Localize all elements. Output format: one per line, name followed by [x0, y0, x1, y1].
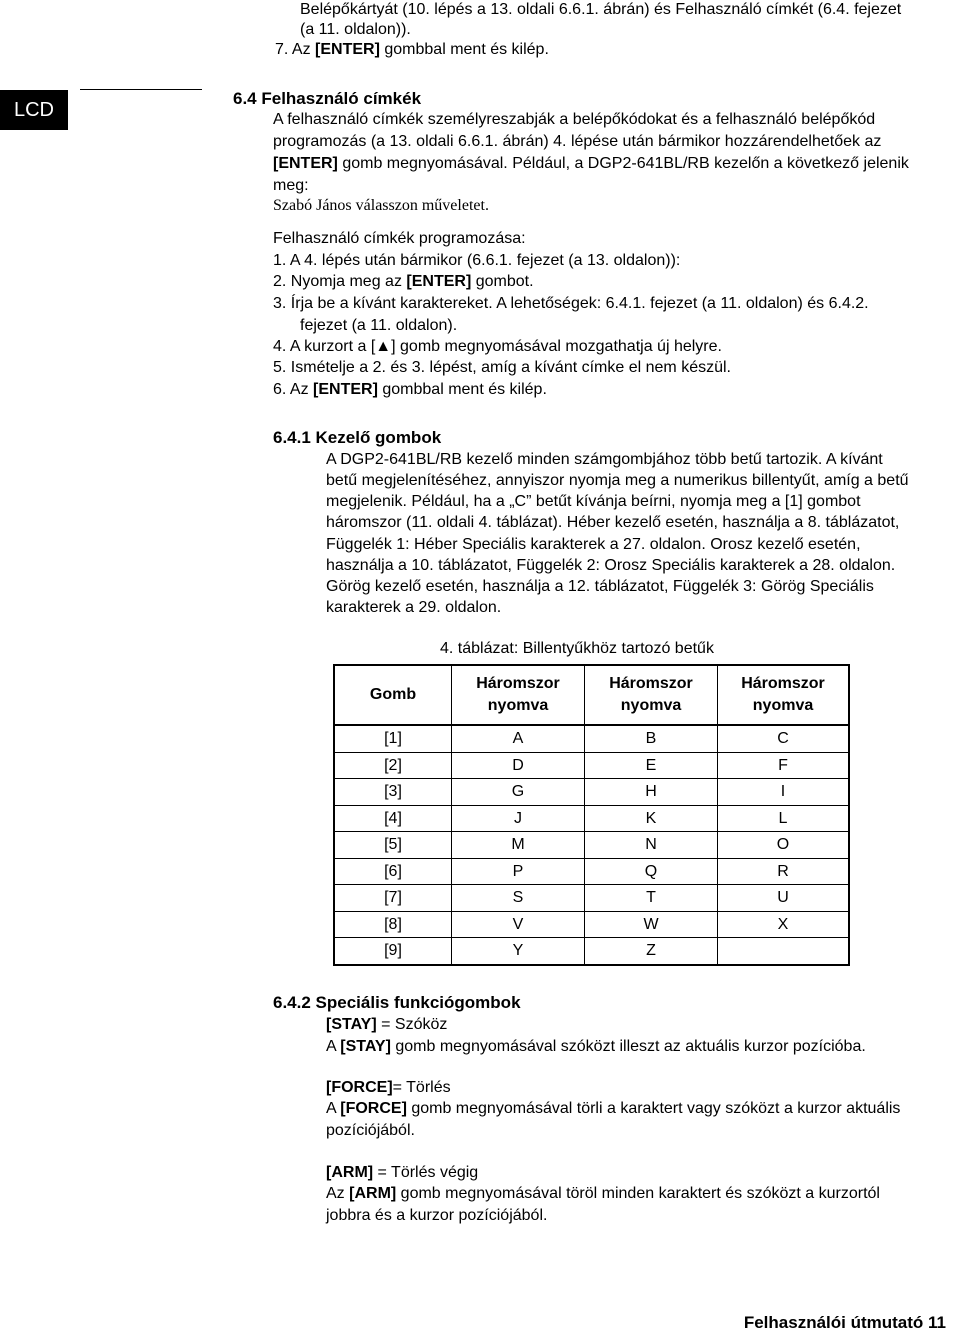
table-cell: P: [452, 858, 585, 885]
table-row: [334, 858, 849, 885]
table-row: [334, 752, 849, 779]
table-cell: R: [718, 858, 850, 885]
lcd-sidebar-label: LCD: [0, 90, 68, 130]
top-step-7: 7. Az [ENTER] gombbal ment és kilép.: [275, 41, 549, 58]
table-cell: [4]: [334, 805, 452, 832]
arm-description: Az [ARM] gomb megnyomásával töröl minden karaktert és szóközt a kurzortól: [326, 1185, 880, 1202]
table-row: [334, 725, 849, 752]
step-2: 2. Nyomja meg az [ENTER] gombot.: [273, 273, 534, 290]
sec641-line-2: betű megjelenítéséhez, annyiszor nyomja meg a numerikus billentyűt, amíg a betű: [326, 472, 909, 489]
table-cell: J: [452, 805, 585, 832]
sec641-line-5: Függelék 1: Héber Speciális karakterek a 27. oldalon. Orosz kezelő esetén,: [326, 536, 861, 553]
table-cell: K: [585, 805, 718, 832]
arm-definition: [ARM] = Törlés végig: [326, 1164, 479, 1181]
programming-title: Felhasználó címkék programozása:: [273, 230, 526, 247]
intro-line-1: A felhasználó címkék személyreszabják a belépőkódokat és a felhasználó belépőkód: [273, 111, 876, 128]
step-1: 1. A 4. lépés után bármikor (6.6.1. fejezet (a 13. oldalon)):: [273, 252, 681, 269]
table-cell: H: [585, 779, 718, 806]
table-cell: [1]: [334, 725, 452, 752]
table-cell: X: [718, 911, 850, 938]
header-cell: Háromszor nyomva: [585, 665, 718, 725]
table-cell: S: [452, 885, 585, 912]
table-cell: [3]: [334, 779, 452, 806]
table-row: [334, 938, 849, 965]
table-cell: Y: [452, 938, 585, 965]
sec641-line-4: háromszor (11. oldali 4. táblázat). Héber kezelő esetén, használja a 8. táblázatot,: [326, 514, 900, 531]
table-cell: T: [585, 885, 718, 912]
table-row: [334, 805, 849, 832]
table-cell: U: [718, 885, 850, 912]
sec641-line-8: karakterek a 29. oldalon.: [326, 599, 502, 616]
lcd-display-text: Szabó János válasszon műveletet.: [273, 197, 489, 214]
arm-description-cont: jobbra és a kurzor pozíciójából.: [326, 1207, 548, 1224]
table-cell: A: [452, 725, 585, 752]
subsection-title-641: 6.4.1 Kezelő gombok: [273, 428, 442, 447]
table-cell: G: [452, 779, 585, 806]
force-description: A [FORCE] gomb megnyomásával törli a karaktert vagy szóközt a kurzor aktuális: [326, 1100, 901, 1117]
stay-definition: [STAY] = Szóköz: [326, 1016, 448, 1033]
table-cell: Q: [585, 858, 718, 885]
table-cell: C: [718, 725, 850, 752]
step-5: 5. Ismételje a 2. és 3. lépést, amíg a kívánt címke el nem készül.: [273, 359, 731, 376]
stay-description: A [STAY] gomb megnyomásával szóközt illeszt az aktuális kurzor pozícióba.: [326, 1038, 866, 1055]
subsection-title-642: 6.4.2 Speciális funkciógombok: [273, 993, 521, 1012]
page-footer: Felhasználói útmutató 11: [743, 1313, 946, 1332]
header-cell: Gomb: [334, 665, 452, 725]
table-row: [334, 911, 849, 938]
table-cell: F: [718, 752, 850, 779]
intro-line-2: programozás (a 13. oldali 6.6.1. ábrán) 4. lépése után bármikor hozzárendelhetőek az: [273, 133, 882, 150]
table-cell: [5]: [334, 832, 452, 859]
table-header-row: [334, 665, 849, 725]
header-cell: Háromszor nyomva: [452, 665, 585, 725]
step-3: 3. Írja be a kívánt karaktereket. A lehetőségek: 6.4.1. fejezet (a 11. oldalon) és 6.4.2.: [273, 295, 869, 312]
table-cell: [7]: [334, 885, 452, 912]
table-cell: I: [718, 779, 850, 806]
table-cell: [718, 938, 850, 965]
table-cell: O: [718, 832, 850, 859]
step-6: 6. Az [ENTER] gombbal ment és kilép.: [273, 381, 547, 398]
top-line-2: (a 11. oldalon)).: [300, 21, 411, 38]
table-cell: V: [452, 911, 585, 938]
table-row: [334, 779, 849, 806]
step-4: 4. A kurzort a [▲] gomb megnyomásával mozgathatja új helyre.: [273, 338, 722, 355]
force-description-cont: pozíciójából.: [326, 1122, 415, 1139]
sec641-line-1: A DGP2-641BL/RB kezelő minden számgombjához több betű tartozik. A kívánt: [326, 451, 883, 468]
up-arrow-icon: ▲: [375, 338, 392, 355]
intro-line-3: [ENTER] gomb megnyomásával. Például, a DGP2-641BL/RB kezelőn a következő jelenik: [273, 155, 909, 172]
table-cell: [9]: [334, 938, 452, 965]
sec641-line-7: Görög kezelő esetén, használja a 12. táblázatot, Függelék 3: Görög Speciális: [326, 578, 874, 595]
table-cell: B: [585, 725, 718, 752]
table-cell: N: [585, 832, 718, 859]
table-cell: [2]: [334, 752, 452, 779]
table-cell: W: [585, 911, 718, 938]
table-cell: Z: [585, 938, 718, 965]
table-cell: E: [585, 752, 718, 779]
intro-line-4: meg:: [273, 177, 309, 194]
section-title: 6.4 Felhasználó címkék: [233, 89, 422, 108]
table-cell: M: [452, 832, 585, 859]
key-letter-table: [333, 664, 850, 966]
table-cell: [6]: [334, 858, 452, 885]
sec641-line-3: megjelenik. Például, ha a „C” betűt kívánja beírni, nyomja meg a [1] gombot: [326, 493, 861, 510]
table-cell: [8]: [334, 911, 452, 938]
sec641-line-6: használja a 10. táblázatot, Függelék 2: Orosz Speciális karakterek a 28. oldalon.: [326, 557, 896, 574]
header-cell: Háromszor nyomva: [718, 665, 850, 725]
table-row: [334, 832, 849, 859]
table-cell: D: [452, 752, 585, 779]
table-row: [334, 885, 849, 912]
force-definition: [FORCE]= Törlés: [326, 1079, 451, 1096]
table-cell: L: [718, 805, 850, 832]
section-divider: [80, 89, 202, 90]
step-3-cont: fejezet (a 11. oldalon).: [300, 317, 458, 334]
top-line-1: Belépőkártyát (10. lépés a 13. oldali 6.6.1. ábrán) és Felhasználó címkét (6.4. fejezet: [300, 1, 902, 18]
table-caption: 4. táblázat: Billentyűkhöz tartozó betűk: [440, 640, 714, 657]
